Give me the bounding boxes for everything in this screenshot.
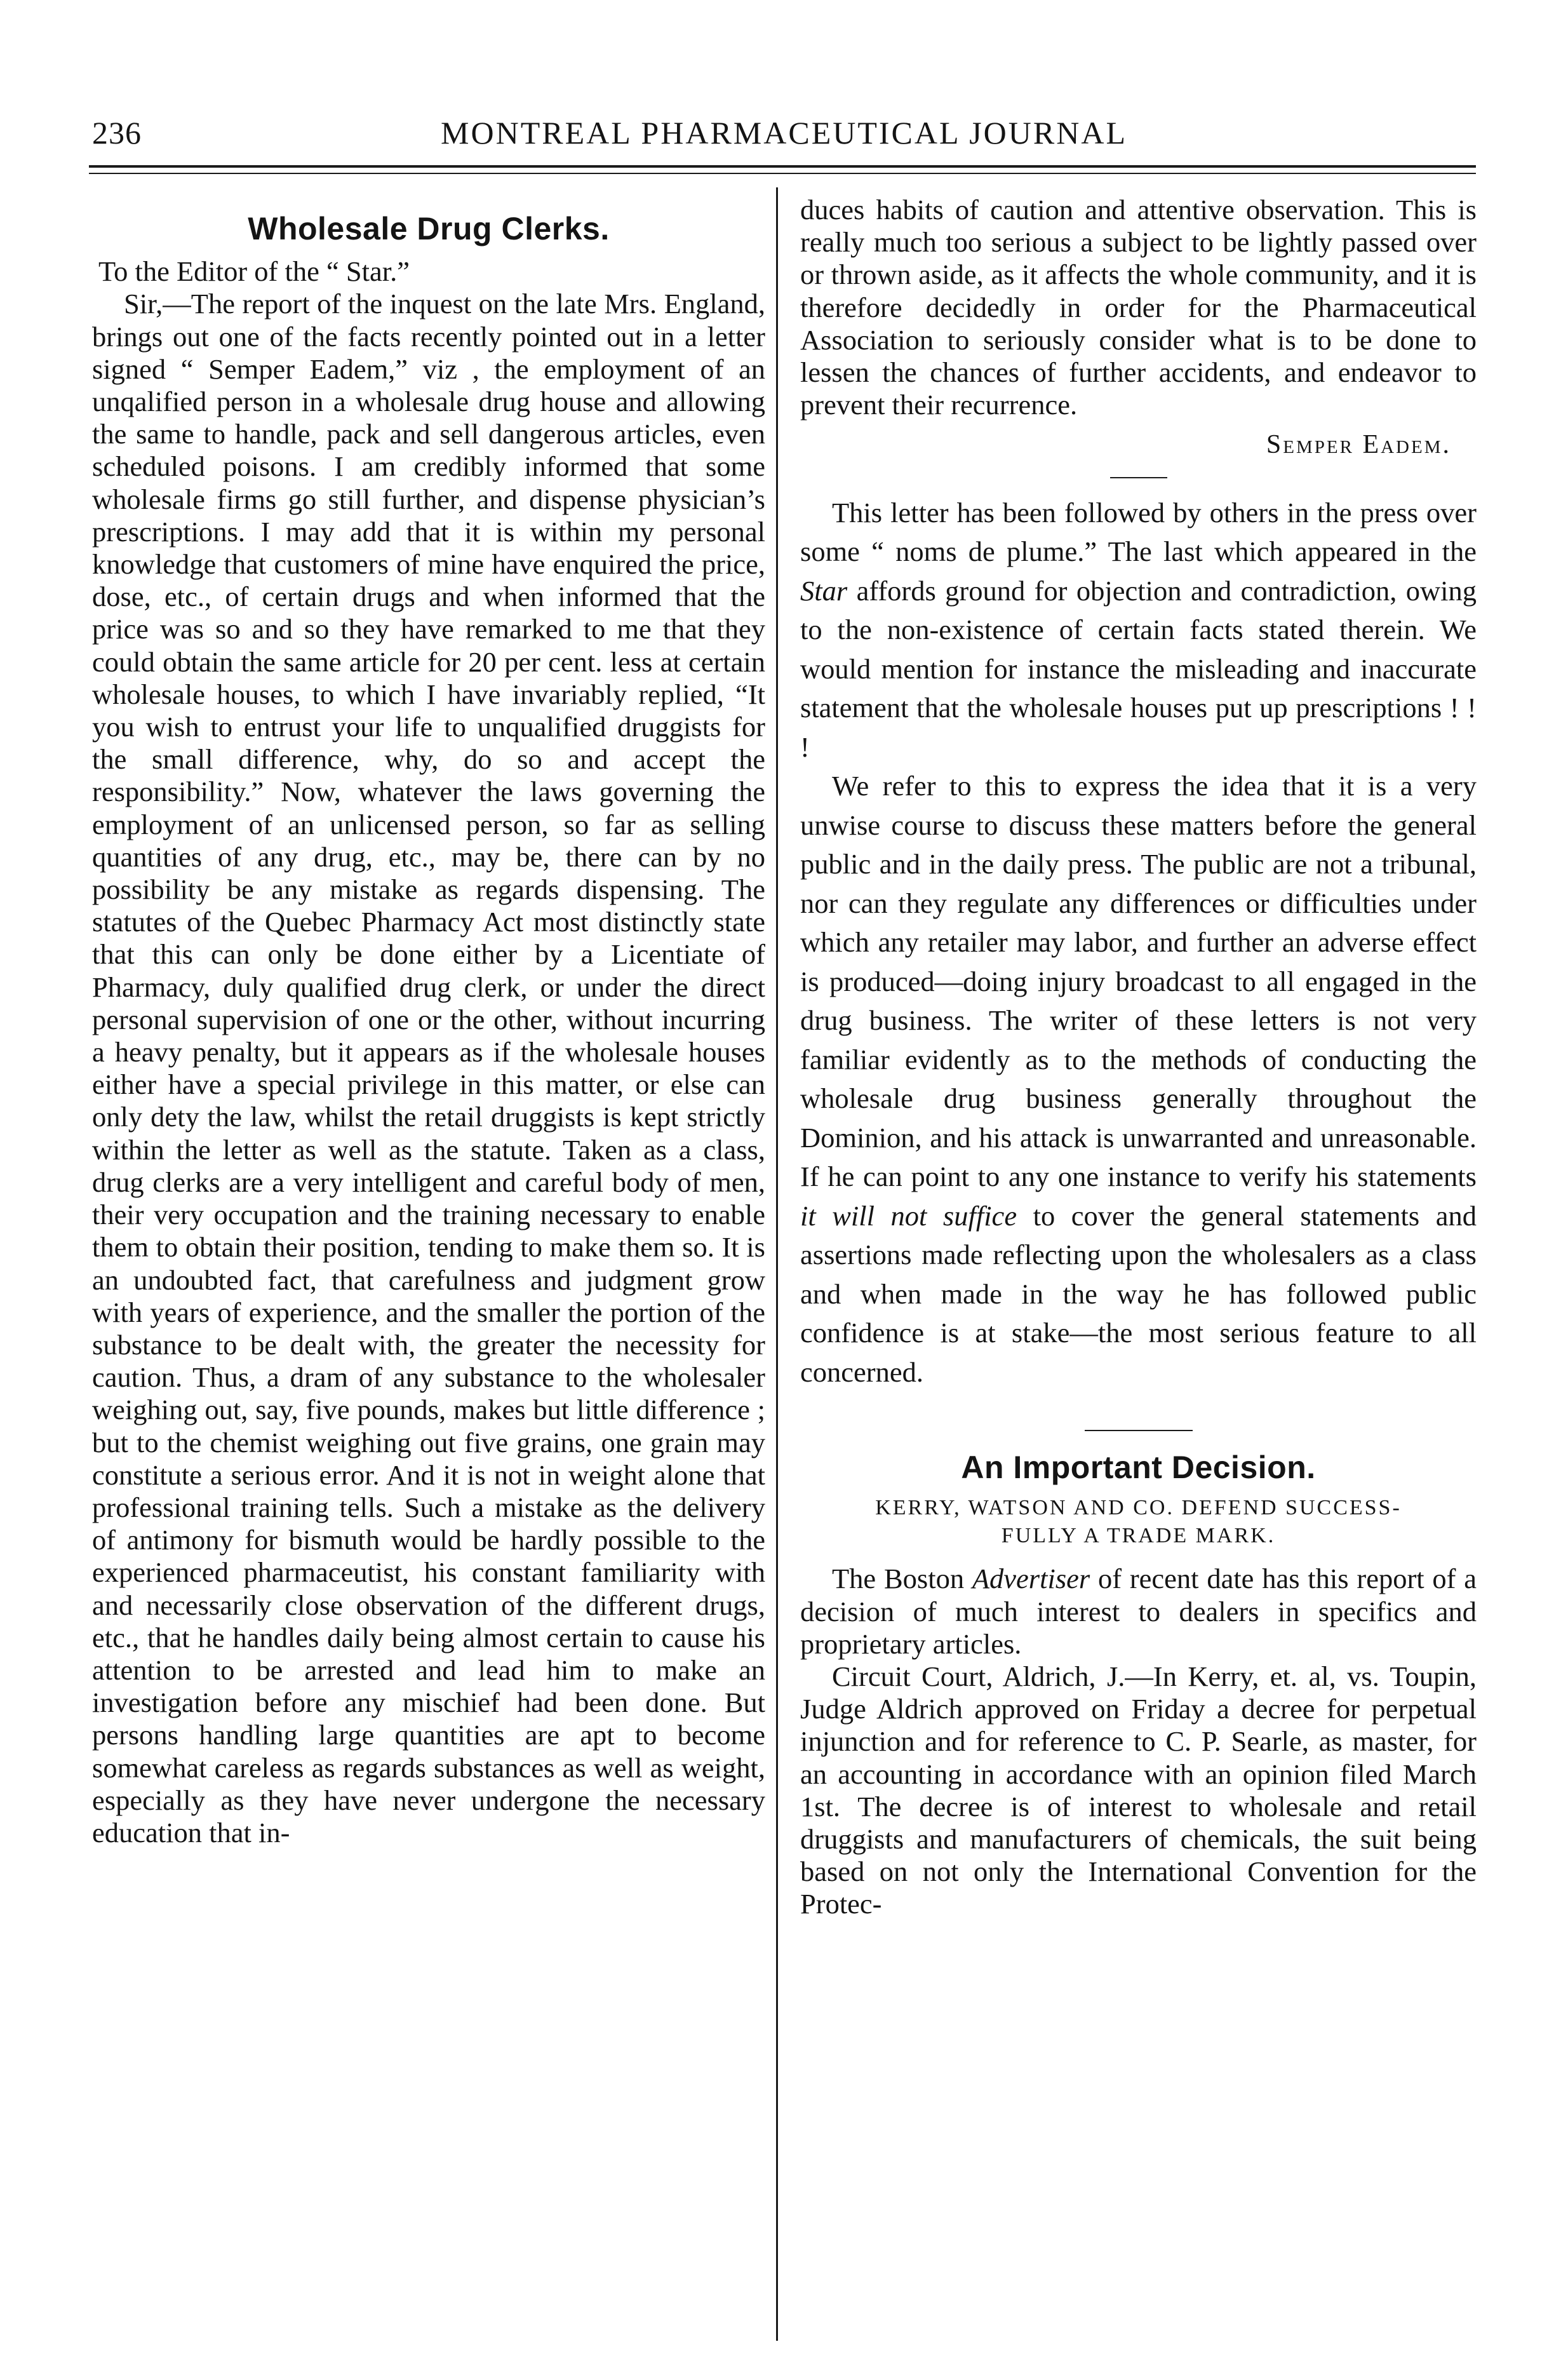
header-rule-thin [89,173,1476,174]
letter-signature: Semper Eadem. [1266,430,1451,460]
decision-p1-text-a: The Boston [832,1563,972,1595]
editorial-p2-text-b: to cover the general statements and assertions made reflecting upon the wholesalers as a class and when made in the way he has followed public confidence is at stake—the most serious feature to all concerned. [800,1199,1477,1388]
article-subheading [800,1494,1477,1550]
decision-p1-italic: Advertiser [972,1563,1090,1595]
editorial-p1-italic: Star [800,574,848,607]
editorial-paragraph-2 [800,767,1477,1392]
editorial-p2-text-a: We refer to this to express the idea that it is a very unwise course to discuss these matters before the general public and in the daily press. The public are not a tribunal, nor can they regulate any differences or difficulties under which any retailer may labor, and further an adverse effect is produced—doing injury broadcast to all engaged in the drug business. The writer of these letters is not very familiar evidently as to the methods of conducting the wholesale drug business generally throughout the Dominion, and his attack is unwarranted and unreasonable. If he can point to any one instance to verify his statements [800,770,1477,1193]
article-heading-wholesale-drug-clerks: Wholesale Drug Clerks. [248,211,610,246]
article-heading-important-decision: An Important Decision. [961,1450,1316,1486]
letter-salutation: To the Editor of the “ Star.” [98,255,410,288]
editorial-p1-text-b: affords ground for objection and contradiction, owing to the non-existence of certain facts stated therein. We would mention for instance the misleading and inaccurate statement that the wholesale houses put up prescriptions ! ! ! [800,574,1477,763]
editorial-p2-italic: it will not suffice [800,1199,1017,1232]
subheading-line-1: KERRY, WATSON AND CO. DEFEND SUCCESS- [875,1496,1402,1520]
left-column [92,194,765,1849]
page-number: 236 [92,115,142,151]
section-rule [1110,477,1167,478]
decision-paragraph-2: Circuit Court, Aldrich, J.—In Kerry, et. al, vs. Toupin, Judge Aldrich approved on Friday a decree for perpetual injunction and for reference to C. P. Searle, as master, for an accounting in accordance with an opinion filed March 1st. The decree is of interest to wholesale and retail druggists and manufacturers of chemicals, the suit being based on not only the International Convention for the Protec- [800,1660,1477,1920]
editorial-paragraph-1 [800,494,1477,767]
letter-body-continued: duces habits of caution and attentive observation. This is really much too serious a subject to be lightly passed over or thrown aside, as it affects the whole community, and it is therefore decidedly in order for the Pharmaceutical Association to seriously consider what is to be done to lessen the chances of further accidents, and endeavor to prevent their recurrence. [800,194,1477,421]
editorial-p1-text-a: This letter has been followed by others in the press over some “ noms de plume.” The last which appeared in the [800,496,1477,568]
decision-paragraph-1 [800,1563,1477,1660]
decision-p1-text-b: of recent date has this report of a decision of much interest to dealers in specifics and proprietary articles. [800,1563,1477,1660]
header-rule [89,165,1476,168]
letter-body: Sir,—The report of the inquest on the late Mrs. England, brings out one of the facts recently pointed out in a letter signed “ Semper Eadem,” viz , the employment of an unqalified person in a wholesale drug house and allowing the same to handle, pack and sell dangerous articles, even scheduled poisons. I am credibly informed that some wholesale firms go still further, and dispense physician’s prescriptions. I may add that it is within my personal knowledge that customers of mine have enquired the price, dose, etc., of certain drugs and when informed that the price was so and so they have remarked to me that they could obtain the same article for 20 per cent. less at certain wholesale houses, to which I have invariably replied, “It you wish to entrust your life to unqualified druggists for the small difference, why, do so and accept the responsibility.” Now, whatever the laws governing the employment of an unlicensed person, so far as selling quantities of any drug, etc., may be, there can by no possibility be any mistake as regards dispensing. The statutes of the Quebec Pharmacy Act most distinctly state that this can only be done either by a Licentiate of Pharmacy, duly qualified drug clerk, or under the direct personal supervision of one or the other, without incurring a heavy penalty, but it appears as if the wholesale houses either have a special privilege in this matter, or else can only dety the law, whilst the retail druggists is kept strictly within the letter as well as the statute. Taken as a class, drug clerks are a very intelligent and careful body of men, their very occupation and the training necessary to enable them to obtain their position, tending to make them so. It is an undoubted fact, that carefulness and judgment grow with years of experience, and the smaller the portion of the substance to be dealt with, the greater the necessity for caution. Thus, a dram of any substance to the wholesaler weighing out, say, five pounds, makes but little difference ; but to the chemist weighing out five grains, one grain may constitute a serious error. And it is not in weight alone that professional training tells. Such a mistake as the delivery of antimony for bismuth would be hardly possible to the experienced pharmaceutist, his constant familiarity with and necessarily close observation of the different drugs, etc., that he handles daily being almost certain to cause his attention to be arrested and lead him to make an investigation before any mischief had been done. But persons handling large quantities are apt to become somewhat careless as regards substances as well as weight, especially as they have never undergone the necessary education that in- [92,288,765,1848]
column-divider [776,187,778,2341]
running-head [92,108,1476,152]
section-rule-2 [1085,1430,1193,1431]
journal-title: MONTREAL PHARMACEUTICAL JOURNAL [441,115,1127,151]
subheading-line-2: FULLY A TRADE MARK. [1001,1524,1276,1548]
right-column [800,194,1477,1921]
